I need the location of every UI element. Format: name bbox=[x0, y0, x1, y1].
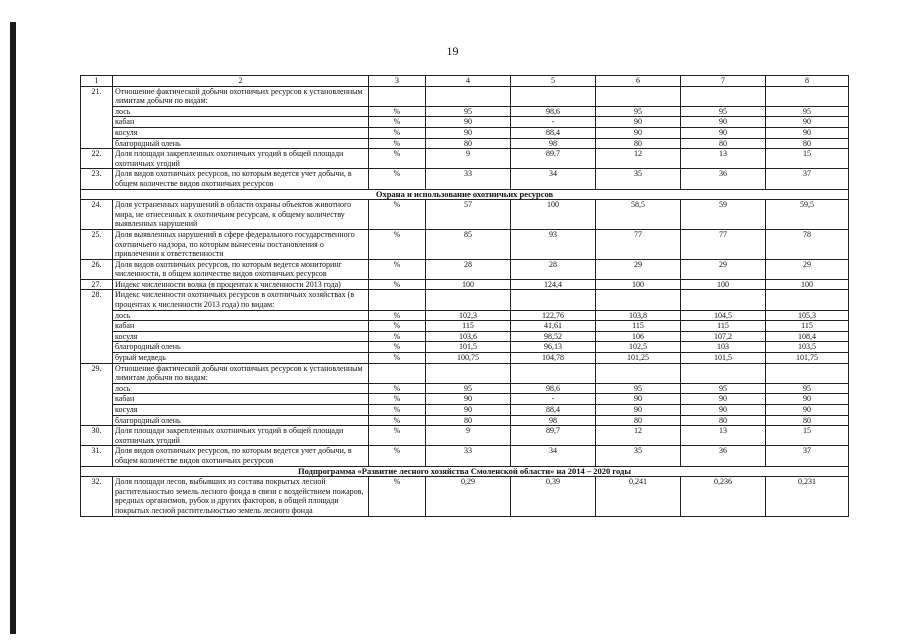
unit-cell: % bbox=[369, 415, 426, 426]
value-cell: 100 bbox=[596, 279, 681, 290]
unit-cell: % bbox=[369, 200, 426, 230]
value-cell: 90 bbox=[426, 394, 511, 405]
value-cell: 29 bbox=[596, 259, 681, 279]
scan-edge-bar bbox=[10, 22, 16, 634]
value-cell: 12 bbox=[596, 149, 681, 169]
table-body bbox=[81, 76, 849, 517]
value-cell: 12 bbox=[596, 426, 681, 446]
subitem-row bbox=[81, 321, 849, 332]
value-cell bbox=[681, 86, 766, 106]
value-cell: 95 bbox=[766, 383, 849, 394]
unit-cell: % bbox=[369, 446, 426, 466]
value-cell: 80 bbox=[766, 415, 849, 426]
table-row bbox=[81, 426, 849, 446]
value-cell: 0,236 bbox=[681, 477, 766, 516]
unit-cell: % bbox=[369, 138, 426, 149]
table-row bbox=[81, 290, 849, 310]
value-cell: 124,4 bbox=[511, 279, 596, 290]
value-cell bbox=[596, 86, 681, 106]
value-cell bbox=[426, 363, 511, 383]
value-cell: - bbox=[511, 117, 596, 128]
unit-cell: % bbox=[369, 331, 426, 342]
value-cell: 98 bbox=[511, 415, 596, 426]
subitem-row bbox=[81, 127, 849, 138]
species-name: кабан bbox=[113, 321, 369, 332]
value-cell: 107,2 bbox=[681, 331, 766, 342]
value-cell: 103,6 bbox=[426, 331, 511, 342]
value-cell: 80 bbox=[596, 138, 681, 149]
value-cell: 104,5 bbox=[681, 310, 766, 321]
value-cell bbox=[511, 290, 596, 310]
indicator-name: Доля видов охотничьих ресурсов, по которым ведется учет добычи, в общем количестве видов охотничьих ресурсов bbox=[113, 169, 369, 189]
value-cell: 57 bbox=[426, 200, 511, 230]
value-cell: 98,52 bbox=[511, 331, 596, 342]
value-cell: 101,25 bbox=[596, 353, 681, 364]
value-cell: 95 bbox=[681, 383, 766, 394]
value-cell: 90 bbox=[681, 394, 766, 405]
indicator-name: Отношение фактической добычи охотничьих ресурсов к установленным лимитам добычи по видам: bbox=[113, 363, 369, 383]
value-cell: 15 bbox=[766, 426, 849, 446]
value-cell: 36 bbox=[681, 446, 766, 466]
value-cell: 41,61 bbox=[511, 321, 596, 332]
value-cell: 80 bbox=[426, 138, 511, 149]
value-cell: 59 bbox=[681, 200, 766, 230]
table-row bbox=[81, 200, 849, 230]
subitem-row bbox=[81, 310, 849, 321]
value-cell: 35 bbox=[596, 169, 681, 189]
row-number: 32. bbox=[81, 477, 113, 516]
header-row bbox=[81, 76, 849, 87]
row-number: 23. bbox=[81, 169, 113, 189]
unit-cell bbox=[369, 86, 426, 106]
row-number: 31. bbox=[81, 446, 113, 466]
header-cell: 8 bbox=[766, 76, 849, 87]
table-row bbox=[81, 477, 849, 516]
value-cell: 13 bbox=[681, 426, 766, 446]
value-cell: 100,75 bbox=[426, 353, 511, 364]
value-cell bbox=[766, 290, 849, 310]
value-cell: 78 bbox=[766, 229, 849, 259]
indicator-name: Доля площади лесов, выбывших из состава покрытых лесной растительностью земель лесного фонда в связи с воздействием пожаров, вредных организмов, рубок и других факторов, в общей площади покрытых лесной растительностью земель лесного фонда bbox=[113, 477, 369, 516]
species-name: лось bbox=[113, 310, 369, 321]
unit-cell: % bbox=[369, 383, 426, 394]
value-cell: 0,29 bbox=[426, 477, 511, 516]
row-number: 21. bbox=[81, 86, 113, 149]
header-cell: 2 bbox=[113, 76, 369, 87]
subitem-row bbox=[81, 106, 849, 117]
value-cell: 93 bbox=[511, 229, 596, 259]
unit-cell: % bbox=[369, 477, 426, 516]
value-cell: 122,76 bbox=[511, 310, 596, 321]
value-cell: 95 bbox=[596, 383, 681, 394]
subitem-row bbox=[81, 415, 849, 426]
value-cell: 90 bbox=[766, 405, 849, 416]
indicator-name: Доля площади закрепленных охотничьих угодий в общей площади охотничьих угодий bbox=[113, 426, 369, 446]
species-name: благородный олень bbox=[113, 342, 369, 353]
value-cell: 77 bbox=[596, 229, 681, 259]
row-number: 28. bbox=[81, 290, 113, 363]
unit-cell: % bbox=[369, 394, 426, 405]
value-cell bbox=[596, 363, 681, 383]
value-cell: 34 bbox=[511, 169, 596, 189]
value-cell bbox=[511, 363, 596, 383]
subitem-row bbox=[81, 353, 849, 364]
indicator-name: Индекс численности волка (в процентах к численности 2013 года) bbox=[113, 279, 369, 290]
header-cell: 6 bbox=[596, 76, 681, 87]
value-cell: - bbox=[511, 394, 596, 405]
value-cell: 100 bbox=[766, 279, 849, 290]
section-header-row bbox=[81, 466, 849, 477]
value-cell: 101,5 bbox=[681, 353, 766, 364]
species-name: лось bbox=[113, 106, 369, 117]
row-number: 27. bbox=[81, 279, 113, 290]
value-cell: 37 bbox=[766, 446, 849, 466]
value-cell: 95 bbox=[681, 106, 766, 117]
table-row bbox=[81, 86, 849, 106]
unit-cell: % bbox=[369, 342, 426, 353]
indicators-table bbox=[80, 75, 849, 517]
value-cell: 0,231 bbox=[766, 477, 849, 516]
value-cell: 100 bbox=[426, 279, 511, 290]
value-cell: 90 bbox=[681, 117, 766, 128]
value-cell: 89,7 bbox=[511, 149, 596, 169]
subitem-row bbox=[81, 383, 849, 394]
species-name: косуля bbox=[113, 331, 369, 342]
value-cell: 37 bbox=[766, 169, 849, 189]
value-cell: 0,241 bbox=[596, 477, 681, 516]
header-cell: 3 bbox=[369, 76, 426, 87]
value-cell: 90 bbox=[681, 127, 766, 138]
section-header-row bbox=[81, 189, 849, 200]
value-cell: 95 bbox=[596, 106, 681, 117]
value-cell: 100 bbox=[681, 279, 766, 290]
value-cell bbox=[511, 86, 596, 106]
table-row bbox=[81, 169, 849, 189]
value-cell: 80 bbox=[681, 138, 766, 149]
value-cell: 101,5 bbox=[426, 342, 511, 353]
value-cell: 58,5 bbox=[596, 200, 681, 230]
unit-cell: % bbox=[369, 169, 426, 189]
value-cell: 90 bbox=[766, 117, 849, 128]
table-row bbox=[81, 446, 849, 466]
row-number: 26. bbox=[81, 259, 113, 279]
value-cell: 98 bbox=[511, 138, 596, 149]
unit-cell bbox=[369, 290, 426, 310]
value-cell: 103 bbox=[681, 342, 766, 353]
unit-cell: % bbox=[369, 117, 426, 128]
unit-cell: % bbox=[369, 353, 426, 364]
subitem-row bbox=[81, 405, 849, 416]
subitem-row bbox=[81, 117, 849, 128]
value-cell bbox=[426, 290, 511, 310]
value-cell: 106 bbox=[596, 331, 681, 342]
value-cell: 115 bbox=[596, 321, 681, 332]
value-cell: 115 bbox=[426, 321, 511, 332]
header-cell: 7 bbox=[681, 76, 766, 87]
indicator-name: Доля площади закрепленных охотничьих угодий в общей площади охотничьих угодий bbox=[113, 149, 369, 169]
value-cell: 80 bbox=[426, 415, 511, 426]
unit-cell: % bbox=[369, 229, 426, 259]
subitem-row bbox=[81, 331, 849, 342]
species-name: лось bbox=[113, 383, 369, 394]
value-cell: 28 bbox=[426, 259, 511, 279]
value-cell: 100 bbox=[511, 200, 596, 230]
table-row bbox=[81, 259, 849, 279]
value-cell: 33 bbox=[426, 446, 511, 466]
value-cell: 95 bbox=[766, 106, 849, 117]
section-title: Подпрограмма «Развитие лесного хозяйства Смоленской области» на 2014 – 2020 годы bbox=[81, 466, 849, 477]
page-number: 19 bbox=[446, 44, 459, 58]
value-cell: 89,7 bbox=[511, 426, 596, 446]
value-cell: 90 bbox=[596, 405, 681, 416]
value-cell: 0,39 bbox=[511, 477, 596, 516]
value-cell: 80 bbox=[681, 415, 766, 426]
row-number: 24. bbox=[81, 200, 113, 230]
value-cell bbox=[681, 363, 766, 383]
value-cell: 90 bbox=[426, 117, 511, 128]
value-cell: 88,4 bbox=[511, 127, 596, 138]
value-cell: 33 bbox=[426, 169, 511, 189]
species-name: благородный олень bbox=[113, 415, 369, 426]
value-cell: 80 bbox=[596, 415, 681, 426]
value-cell: 29 bbox=[766, 259, 849, 279]
subitem-row bbox=[81, 394, 849, 405]
value-cell: 98,6 bbox=[511, 383, 596, 394]
subitem-row bbox=[81, 342, 849, 353]
value-cell: 90 bbox=[426, 127, 511, 138]
value-cell: 9 bbox=[426, 426, 511, 446]
table-row bbox=[81, 363, 849, 383]
value-cell bbox=[766, 363, 849, 383]
table-row bbox=[81, 229, 849, 259]
value-cell bbox=[596, 290, 681, 310]
value-cell bbox=[426, 86, 511, 106]
value-cell: 29 bbox=[681, 259, 766, 279]
header-cell: 4 bbox=[426, 76, 511, 87]
subitem-row bbox=[81, 138, 849, 149]
row-number: 30. bbox=[81, 426, 113, 446]
value-cell: 88,4 bbox=[511, 405, 596, 416]
table-row bbox=[81, 279, 849, 290]
unit-cell: % bbox=[369, 426, 426, 446]
value-cell: 28 bbox=[511, 259, 596, 279]
unit-cell: % bbox=[369, 149, 426, 169]
value-cell: 101,75 bbox=[766, 353, 849, 364]
unit-cell: % bbox=[369, 321, 426, 332]
value-cell: 90 bbox=[426, 405, 511, 416]
value-cell bbox=[766, 86, 849, 106]
value-cell: 35 bbox=[596, 446, 681, 466]
row-number: 25. bbox=[81, 229, 113, 259]
table-row bbox=[81, 149, 849, 169]
value-cell: 90 bbox=[681, 405, 766, 416]
value-cell: 13 bbox=[681, 149, 766, 169]
indicator-name: Доля видов охотничьих ресурсов, по которым ведется учет добычи, в общем количестве видов охотничьих ресурсов bbox=[113, 446, 369, 466]
value-cell: 115 bbox=[766, 321, 849, 332]
species-name: бурый медведь bbox=[113, 353, 369, 364]
value-cell: 85 bbox=[426, 229, 511, 259]
species-name: кабан bbox=[113, 394, 369, 405]
value-cell: 103,8 bbox=[596, 310, 681, 321]
value-cell: 108,4 bbox=[766, 331, 849, 342]
indicator-name: Доля выявленных нарушений в сфере федерального государственного охотничьего надзора, по которым вынесены постановления о привлечении к ответственности bbox=[113, 229, 369, 259]
value-cell: 9 bbox=[426, 149, 511, 169]
value-cell: 103,5 bbox=[766, 342, 849, 353]
row-number: 29. bbox=[81, 363, 113, 426]
indicator-name: Доля видов охотничьих ресурсов, по которым ведется мониторинг численности, в общем количестве видов охотничьих ресурсов bbox=[113, 259, 369, 279]
value-cell: 90 bbox=[766, 394, 849, 405]
value-cell: 36 bbox=[681, 169, 766, 189]
value-cell: 95 bbox=[426, 383, 511, 394]
value-cell: 90 bbox=[766, 127, 849, 138]
value-cell: 105,3 bbox=[766, 310, 849, 321]
value-cell: 59,5 bbox=[766, 200, 849, 230]
value-cell: 77 bbox=[681, 229, 766, 259]
unit-cell: % bbox=[369, 106, 426, 117]
header-cell: 5 bbox=[511, 76, 596, 87]
indicator-name: Доля устраненных нарушений в области охраны объектов животного мира, не отнесенных к охотничьим ресурсам, к общему количеству выявленных нарушений bbox=[113, 200, 369, 230]
species-name: благородный олень bbox=[113, 138, 369, 149]
value-cell: 96,13 bbox=[511, 342, 596, 353]
unit-cell: % bbox=[369, 310, 426, 321]
indicator-name: Отношение фактической добычи охотничьих ресурсов к установленным лимитам добычи по видам: bbox=[113, 86, 369, 106]
row-number: 22. bbox=[81, 149, 113, 169]
section-title: Охрана и использование охотничьих ресурсов bbox=[81, 189, 849, 200]
unit-cell: % bbox=[369, 405, 426, 416]
value-cell: 90 bbox=[596, 394, 681, 405]
value-cell: 102,5 bbox=[596, 342, 681, 353]
value-cell: 115 bbox=[681, 321, 766, 332]
value-cell: 104,78 bbox=[511, 353, 596, 364]
value-cell: 34 bbox=[511, 446, 596, 466]
value-cell: 90 bbox=[596, 117, 681, 128]
indicator-name: Индекс численности охотничьих ресурсов в охотничьих хозяйствах (в процентах к численности 2013 года) по видам: bbox=[113, 290, 369, 310]
species-name: косуля bbox=[113, 405, 369, 416]
unit-cell: % bbox=[369, 259, 426, 279]
unit-cell: % bbox=[369, 279, 426, 290]
value-cell: 80 bbox=[766, 138, 849, 149]
value-cell: 98,6 bbox=[511, 106, 596, 117]
unit-cell bbox=[369, 363, 426, 383]
header-cell: 1 bbox=[81, 76, 113, 87]
value-cell: 102,3 bbox=[426, 310, 511, 321]
value-cell: 90 bbox=[596, 127, 681, 138]
value-cell bbox=[681, 290, 766, 310]
species-name: кабан bbox=[113, 117, 369, 128]
species-name: косуля bbox=[113, 127, 369, 138]
value-cell: 95 bbox=[426, 106, 511, 117]
unit-cell: % bbox=[369, 127, 426, 138]
value-cell: 15 bbox=[766, 149, 849, 169]
